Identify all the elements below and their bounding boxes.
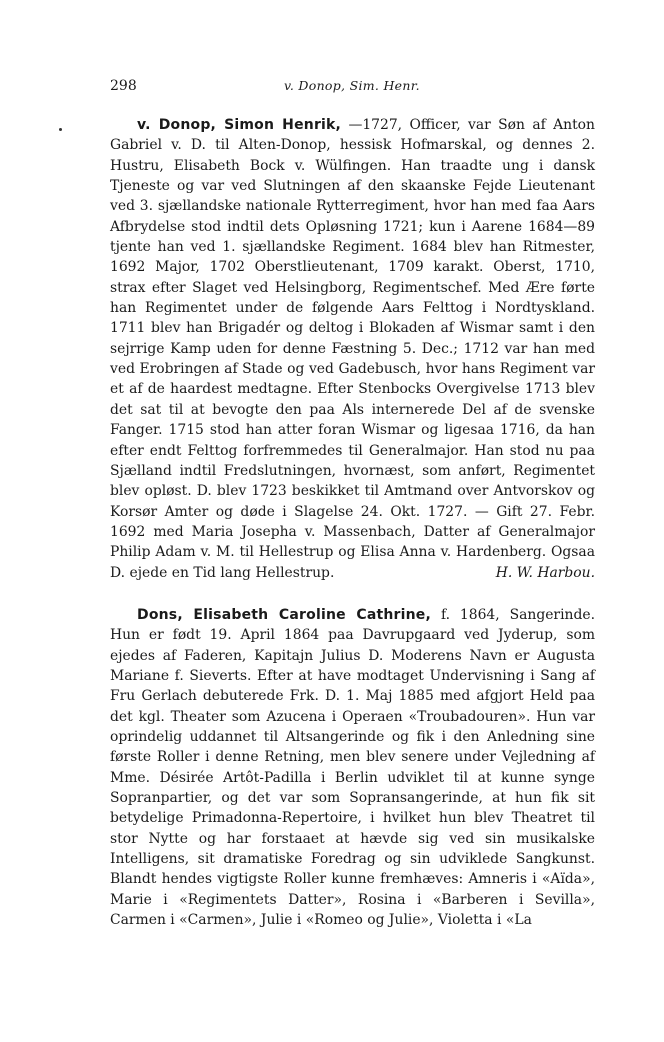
entry-body: —1727, Officer, var Søn af Anton Gabriel v. D. til Alten-Donop, hessisk Hofmarskal, og dennes 2. Hustru, Elisabeth Bock v. Wülfingen. Han traadte ung i dansk Tjeneste og var ved Slutningen af den skaanske Fejde Lieutenant ved 3. sjællandske nationale Rytterregiment, hvor han med faa Aars Afbrydelse stod indtil dets Opløsning 1721; kun i Aarene 1684—89 tjente han ved 1. sjællandske Regiment. 1684 blev han Ritmester, 1692 Major, 1702 Oberstlieutenant, 1709 karakt. Oberst, 1710, strax efter Slaget ved Helsingborg, Regimentschef. Med Ære førte han Regimentet under de følgende Aars Felttog i Nordtyskland. 1711 blev han Brigadér og deltog i Blokaden af Wismar samt i den sejrrige Kamp uden for denne Fæstning 5. Dec.; 1712 var han med ved Erobringen af Stade og ved Gadebusch, hvor hans Regiment var et af de haardest medtagne. Efter Stenbocks Overgivelse 1713 blev det sat til at bevogte den paa Als internerede Del af de svenske Fanger. 1715 stod han atter foran Wismar og ligesaa 1716, da han efter endt Felttog forfremmedes til Generalmajor. Han stod nu paa Sjælland indtil Fredslutningen, hvornæst, som anført, Regimentet blev opløst. D. blev 1723 beskikket til Amtmand over Antvorskov og Korsør Amter og døde i Slagelse 24. Okt. 1727. — Gift 27. Febr. 1692 med Maria Josepha v. Massenbach, Datter af Generalmajor Philip Adam v. M. til Hellestrup og Elisa Anna v. Hardenberg. Ogsaa D. ejede en Tid lang Hellestrup. [110,117,595,581]
page-number: 298 [110,78,137,94]
running-head [110,78,595,98]
entry-body: f. 1864, Sangerinde. Hun er født 19. April 1864 paa Davrupgaard ved Jyderup, som ejedes af Faderen, Kapitajn Julius D. Moderens Navn er Augusta Mariane f. Sieverts. Efter at have modtaget Undervisning i Sang af Fru Gerlach debuterede Frk. D. 1. Maj 1885 med afgjort Held paa det kgl. Theater som Azucena i Operaen «Troubadouren». Hun var oprindelig uddannet til Altsangerinde og fik i den Anledning sine første Roller i denne Retning, men blev senere under Vejledning af Mme. Désirée Artôt-Padilla i Berlin udviklet til at kunne synge Sopranpartier, og det var som Sopransangerinde, at hun fik sit betydelige Primadonna-Repertoire, i hvilket hun blev Theatret til stor Nytte og har forstaaet at hævde sig ved sin musikalske Intelligens, sit dramatiske Foredrag og sin udviklede Sangkunst. Blandt hendes vigtigste Roller kunne fremhæves: Amneris i «Aïda», Marie i «Regimentets Datter», Rosina i «Barberen i Sevilla», Carmen i «Carmen», Julie i «Romeo og Julie», Violetta i «La [110,607,595,929]
margin-mark [59,128,62,131]
running-title: v. Donop, Sim. Henr. [284,78,420,93]
entry-headword: v. Donop, Simon Henrik, [137,117,342,133]
entry-donop [110,115,595,583]
entry-headword: Dons, Elisabeth Caroline Cathrine, [137,607,432,623]
entry-dons [110,605,595,931]
author-signature: H. W. Harbou. [495,564,595,581]
